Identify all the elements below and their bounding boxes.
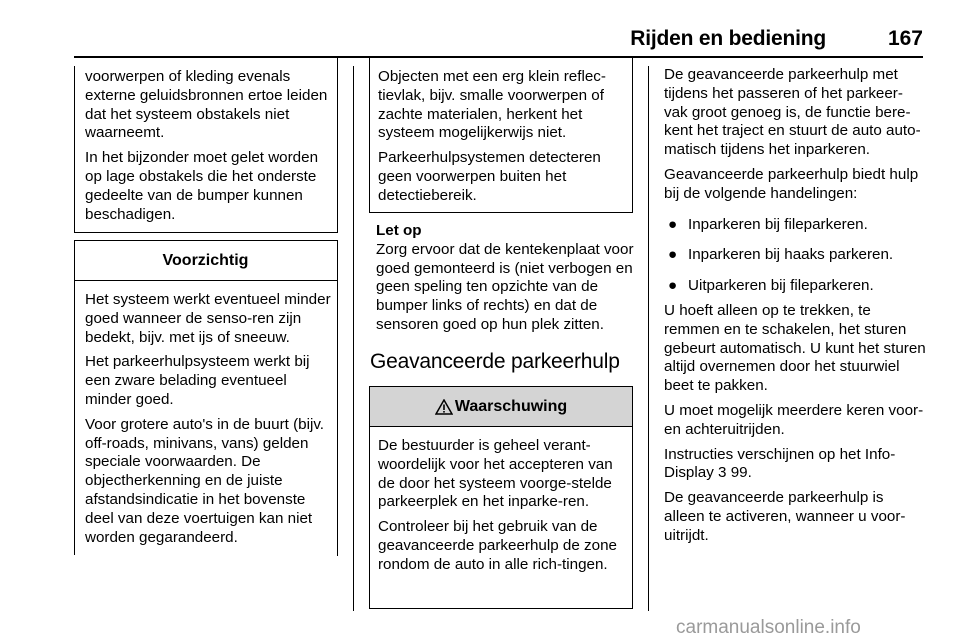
bullet-icon: ● (668, 215, 678, 233)
column-divider-right (648, 66, 649, 611)
caution-box (74, 240, 338, 556)
page-reference[interactable]: 99. (730, 464, 752, 482)
warning-triangle-icon (435, 399, 453, 415)
warning-box (369, 386, 633, 609)
paragraph: Voor grotere auto's in de buurt (bijv. off-roads, minivans, vans) gelden speciale voorwaarden. De objectherkenning en de juiste afstandsindicatie in het bovenste deel van deze voertuigen kan niet worden gegarandeerd. (85, 415, 325, 546)
note-section (376, 222, 638, 341)
warning-box-title: Waarschuwing (454, 397, 568, 415)
list-item: ● Inparkeren bij haaks parkeren. (668, 246, 894, 264)
caution-box-title: Voorzichtig (74, 241, 337, 281)
list-item: ● Uitparkeren bij fileparkeren. (668, 277, 874, 295)
paragraph: Het systeem werkt eventueel minder goed wanneer de senso-ren zijn bedekt, bijv. met ijs of sneeuw. (85, 291, 331, 346)
section-heading: Geavanceerde parkeerhulp (370, 350, 620, 373)
paragraph: U hoeft alleen op te trekken, te remmen en te schakelen, het sturen gebeurt automatisch. U kunt het sturen altijd overnemen door het stuurwiel beet te pakken. (664, 301, 926, 395)
note-title: Let op (376, 222, 422, 239)
warning-box-title-bar (370, 387, 632, 427)
page-reference-icon[interactable]: 3 (718, 464, 727, 482)
paragraph: Geavanceerde parkeerhulp biedt hulp bij de volgende handelingen: (664, 165, 919, 202)
paragraph: Het parkeerhulpsysteem werkt bij een zware belading eventueel minder goed. (85, 353, 310, 408)
continued-caution-box (369, 58, 633, 213)
list-item: ● Inparkeren bij fileparkeren. (668, 215, 868, 233)
column-divider-middle (353, 66, 354, 611)
running-title: Rijden en bediening (630, 27, 826, 50)
page-header (0, 0, 960, 56)
page-number: 167 (887, 27, 923, 50)
paragraph: Parkeerhulpsystemen detecteren geen voorwerpen buiten het detectiebereik. (378, 149, 601, 204)
paragraph-with-reference: Instructies verschijnen op het Info-Display 3 99. (664, 445, 896, 482)
function-list (664, 216, 926, 296)
paragraph: De geavanceerde parkeerhulp is alleen te activeren, wanneer u voor-uitrijdt. (664, 489, 906, 544)
watermark: carmanualsonline.info (676, 617, 861, 638)
paragraph: In het bijzonder moet gelet worden op lage obstakels die het onderste gedeelte van de bumper kunnen beschadigen. (85, 149, 319, 223)
continued-caution-box (74, 58, 338, 233)
note-text: Zorg ervoor dat de kentekenplaat voor goed gemonteerd is (niet verbogen en geen speling ten opzichte van de bumper links of rechts) en dat de sensoren goed op hun plek zitten. (376, 240, 634, 333)
paragraph: Objecten met een erg klein reflec-tievlak, bijv. smalle voorwerpen of zachte materialen, herkent het systeem mogelijkerwijs niet. (378, 68, 606, 142)
paragraph: De bestuurder is geheel verant-woordelijk voor het accepteren van de door het systeem voorge-stelde parkeerplek en het inparke-ren. (378, 437, 613, 511)
paragraph: U moet mogelijk meerdere keren voor- en achteruitrijden. (664, 401, 924, 438)
bullet-icon: ● (668, 277, 678, 295)
paragraph: Controleer bij het gebruik van de geavanceerde parkeerhulp de zone rondom de auto in alle rich-tingen. (378, 518, 617, 573)
bullet-icon: ● (668, 246, 678, 264)
paragraph: De geavanceerde parkeerhulp met tijdens het passeren of het parkeer-vak groot genoeg is, de functie bere-kent het traject en stuurt de auto auto-matisch tijdens het inparkeren. (664, 66, 921, 159)
section-heading-block (370, 349, 645, 375)
body-column-right (664, 66, 926, 552)
paragraph: voorwerpen of kleding evenals externe geluidsbronnen ertoe leiden dat het systeem obstakels niet waarneemt. (85, 68, 328, 142)
